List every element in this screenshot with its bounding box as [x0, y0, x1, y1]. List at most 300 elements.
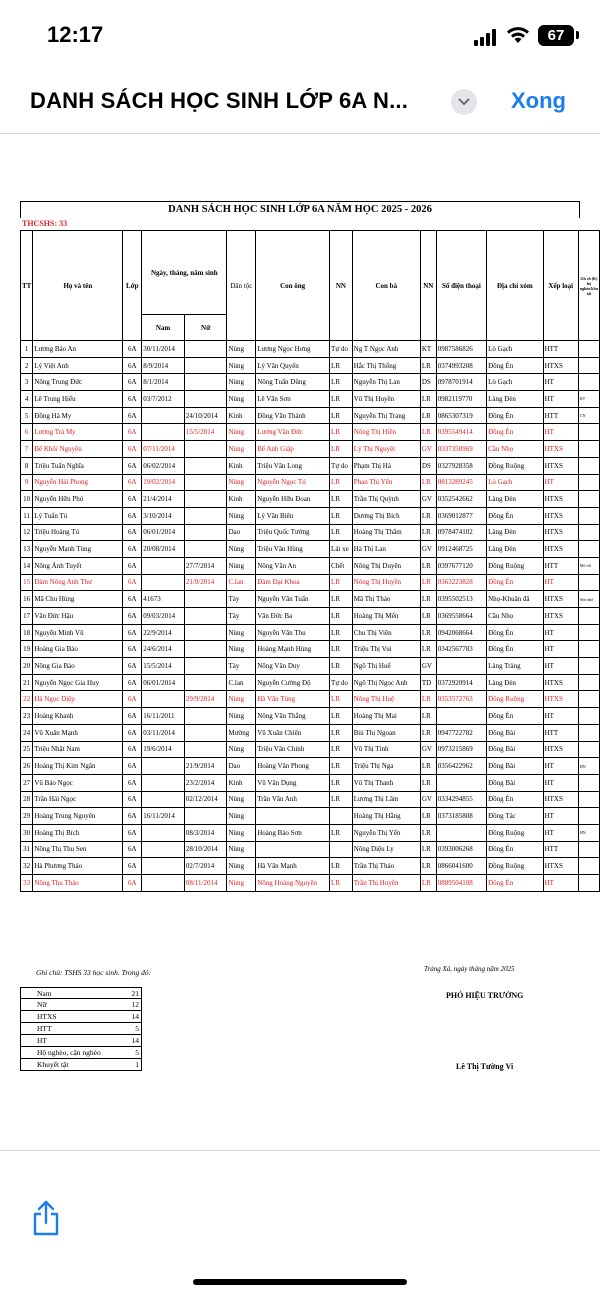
cell-cls: 6A: [123, 808, 142, 825]
header-nn2: NN: [420, 231, 436, 341]
summary-row: [20, 1023, 142, 1035]
cell-father: Lý Văn Quyến: [256, 357, 330, 374]
table-row: [21, 524, 600, 541]
cell-female: [184, 541, 227, 558]
cell-addr: Lò Gạch: [487, 474, 543, 491]
cell-extra: Mồ côi: [578, 557, 599, 574]
cell-female: [184, 507, 227, 524]
cell-name: Lê Trung Hiếu: [33, 391, 123, 408]
cell-extra: HN: [578, 824, 599, 841]
cell-nn1: [330, 808, 353, 825]
sheet-title: DANH SÁCH HỌC SINH LỚP 6A NĂM HỌC 2025 - 2026: [20, 201, 580, 218]
cell-father: Nông Hoàng Nguyên: [256, 875, 330, 892]
cell-name: Triệu Nhật Nam: [33, 741, 123, 758]
cell-extra: [578, 524, 599, 541]
cell-nn2: LR: [420, 708, 436, 725]
cell-tt: 3: [21, 374, 33, 391]
document-viewer[interactable]: [0, 135, 600, 1150]
cell-name: Hà Ngọc Diệp: [33, 691, 123, 708]
cell-tt: 28: [21, 791, 33, 808]
cell-mother: Hoàng Thị Thắm: [352, 524, 420, 541]
cell-name: Nguyễn Minh Vũ: [33, 624, 123, 641]
cell-phone: 0987586826: [436, 341, 486, 358]
cell-addr: Đồng Tác: [487, 808, 543, 825]
cell-father: Trần Văn Anh: [256, 791, 330, 808]
cell-extra: [578, 875, 599, 892]
header-name: Họ và tên: [33, 231, 123, 341]
table-row: [21, 691, 600, 708]
cell-name: Mã Chu Hùng: [33, 591, 123, 608]
cell-cls: 6A: [123, 424, 142, 441]
cell-phone: 0978474102: [436, 524, 486, 541]
cell-addr: Cầu Nhọ: [487, 441, 543, 458]
cell-mother: Vũ Thị Tình: [352, 741, 420, 758]
cell-nn1: LR: [330, 574, 353, 591]
cell-name: Triệu Tuấn Nghĩa: [33, 457, 123, 474]
cell-rank: HTXS: [543, 441, 578, 458]
table-row: [21, 591, 600, 608]
summary-label: HTXS: [37, 1012, 57, 1021]
cell-father: Đàm Đại Khoa: [256, 574, 330, 591]
cell-rank: HT: [543, 474, 578, 491]
cell-nn1: Lái xe: [330, 541, 353, 558]
cell-phone: 0374993208: [436, 357, 486, 374]
cell-mother: Lý Thị Nguyệt: [352, 441, 420, 458]
cell-tt: 5: [21, 407, 33, 424]
cell-nn2: DS: [420, 374, 436, 391]
cell-mother: Ng T Ngọc Anh: [352, 341, 420, 358]
cell-nn2: LR: [420, 841, 436, 858]
cell-cls: 6A: [123, 624, 142, 641]
cell-addr: Làng Đèn: [487, 674, 543, 691]
cell-female: 24/10/2014: [184, 407, 227, 424]
cell-nn1: LR: [330, 708, 353, 725]
cell-phone: 0337350969: [436, 441, 486, 458]
cell-rank: HT: [543, 574, 578, 591]
cell-nn2: LR: [420, 724, 436, 741]
place-date: Tràng Xá, ngày tháng năm 2025: [424, 965, 515, 973]
cell-father: Nông Văn Duy: [256, 658, 330, 675]
cell-mother: Nguyễn Thị Yến: [352, 824, 420, 841]
cell-name: Đồng Hà My: [33, 407, 123, 424]
cell-eth: Nùng: [227, 541, 256, 558]
cell-addr: Đồng Ruộng: [487, 691, 543, 708]
share-button[interactable]: [30, 1199, 62, 1237]
cell-addr: Đồng Ruộng: [487, 824, 543, 841]
cell-father: Hoàng Bảo Sơn: [256, 824, 330, 841]
cell-cls: 6A: [123, 724, 142, 741]
cell-rank: HT: [543, 808, 578, 825]
cell-rank: HT: [543, 641, 578, 658]
cell-name: Hoàng Trung Nguyên: [33, 808, 123, 825]
cell-female: 15/5/2014: [184, 424, 227, 441]
cell-phone: 0395549414: [436, 424, 486, 441]
cell-phone: 0363223828: [436, 574, 486, 591]
cell-eth: Kinh: [227, 407, 256, 424]
cell-eth: Kinh: [227, 774, 256, 791]
cell-phone: 0356422962: [436, 758, 486, 775]
cell-rank: HTXS: [543, 524, 578, 541]
cell-phone: 0973215869: [436, 741, 486, 758]
status-time: 12:17: [47, 22, 104, 47]
cell-father: Nguyễn Ngọc Tú: [256, 474, 330, 491]
cell-eth: Nùng: [227, 374, 256, 391]
cell-addr: Đồng Én: [487, 357, 543, 374]
wifi-icon: [506, 25, 530, 45]
cell-phone: [436, 658, 486, 675]
cell-rank: HTXS: [543, 674, 578, 691]
cell-cls: 6A: [123, 591, 142, 608]
cell-nn1: LR: [330, 758, 353, 775]
cell-eth: Dao: [227, 758, 256, 775]
cell-male: 41673: [142, 591, 185, 608]
cell-extra: [578, 608, 599, 625]
cell-nn1: LR: [330, 407, 353, 424]
summary-label: Khuyết tật: [37, 1060, 69, 1069]
cell-rank: HT: [543, 374, 578, 391]
cell-addr: Đồng Ruộng: [487, 457, 543, 474]
cell-tt: 13: [21, 541, 33, 558]
cell-mother: Nông Diệu Ly: [352, 841, 420, 858]
cellular-signal-icon: [474, 28, 500, 46]
cell-nn1: LR: [330, 658, 353, 675]
cell-phone: 0373185808: [436, 808, 486, 825]
cell-male: 19/6/2014: [142, 741, 185, 758]
cell-extra: [578, 774, 599, 791]
cell-nn2: KT: [420, 341, 436, 358]
cell-father: Nông Tuấn Dũng: [256, 374, 330, 391]
table-row: [21, 708, 600, 725]
table-row: [21, 491, 600, 508]
cell-mother: Nông Thị Huyền: [352, 574, 420, 591]
cell-nn1: LR: [330, 374, 353, 391]
cell-addr: Đồng Én: [487, 407, 543, 424]
cell-male: 3/10/2014: [142, 507, 185, 524]
cell-nn1: Tự do: [330, 457, 353, 474]
cell-cls: 6A: [123, 491, 142, 508]
cell-male: [142, 841, 185, 858]
cell-eth: Nùng: [227, 507, 256, 524]
cell-eth: Nùng: [227, 741, 256, 758]
cell-nn2: LR: [420, 691, 436, 708]
table-row: [21, 608, 600, 625]
cell-extra: [578, 674, 599, 691]
cell-father: Nguyễn Cường Độ: [256, 674, 330, 691]
cell-name: Vũ Bảo Ngọc: [33, 774, 123, 791]
cell-mother: Ngô Thị Ngọc Anh: [352, 674, 420, 691]
cell-nn2: DS: [420, 457, 436, 474]
table-row: [21, 424, 600, 441]
table-row: [21, 457, 600, 474]
cell-cls: 6A: [123, 708, 142, 725]
cell-female: [184, 341, 227, 358]
cell-father: Hà Văn Mạnh: [256, 858, 330, 875]
cell-addr: Lò Gạch: [487, 374, 543, 391]
cell-rank: HTXS: [543, 541, 578, 558]
cell-cls: 6A: [123, 691, 142, 708]
cell-father: Vũ Xuân Chiến: [256, 724, 330, 741]
cell-female: [184, 724, 227, 741]
cell-extra: Sốn nhờ: [578, 591, 599, 608]
cell-tt: 11: [21, 507, 33, 524]
cell-eth: Dao: [227, 524, 256, 541]
cell-male: [142, 858, 185, 875]
home-indicator[interactable]: [193, 1279, 407, 1285]
cell-rank: HTT: [543, 724, 578, 741]
cell-father: Nông Văn An: [256, 557, 330, 574]
cell-name: Vũ Xuân Mạnh: [33, 724, 123, 741]
header-father: Con ông: [256, 231, 330, 341]
cell-male: [142, 824, 185, 841]
cell-name: Lương Bảo An: [33, 341, 123, 358]
cell-nn1: LR: [330, 474, 353, 491]
cell-eth: C.lan: [227, 674, 256, 691]
cell-mother: Trần Thị Huyền: [352, 875, 420, 892]
cell-tt: 21: [21, 674, 33, 691]
cell-extra: [578, 624, 599, 641]
cell-tt: 19: [21, 641, 33, 658]
cell-nn2: LR: [420, 875, 436, 892]
bottom-toolbar: [0, 1150, 600, 1299]
cell-extra: CN: [578, 407, 599, 424]
cell-rank: HTXS: [543, 591, 578, 608]
cell-name: Đàm Nông Anh Thư: [33, 574, 123, 591]
cell-eth: Kinh: [227, 457, 256, 474]
cell-female: [184, 357, 227, 374]
cell-cls: 6A: [123, 341, 142, 358]
cell-nn2: LR: [420, 758, 436, 775]
cell-father: Triệu Văn Chinh: [256, 741, 330, 758]
done-button[interactable]: Xong: [511, 88, 566, 113]
cell-nn1: LR: [330, 591, 353, 608]
cell-rank: HT: [543, 758, 578, 775]
cell-rank: HTT: [543, 341, 578, 358]
cell-eth: Tày: [227, 591, 256, 608]
cell-tt: 33: [21, 875, 33, 892]
cell-rank: HTT: [543, 407, 578, 424]
cell-male: 30/11/2014: [142, 341, 185, 358]
cell-female: 21/9/2014: [184, 758, 227, 775]
cell-addr: Đồng Ruộng: [487, 858, 543, 875]
document-title: DANH SÁCH HỌC SINH LỚP 6A N...: [30, 88, 409, 113]
table-row: [21, 557, 600, 574]
cell-female: 29/9/2014: [184, 691, 227, 708]
cell-eth: Nùng: [227, 624, 256, 641]
cell-rank: HT: [543, 875, 578, 892]
header-male: Nam: [142, 315, 185, 341]
cell-cls: 6A: [123, 524, 142, 541]
cell-rank: HTXS: [543, 691, 578, 708]
cell-mother: Triệu Thị Vui: [352, 641, 420, 658]
title-menu-button[interactable]: [451, 89, 477, 115]
table-row: [21, 574, 600, 591]
cell-nn1: LR: [330, 724, 353, 741]
cell-nn2: LR: [420, 474, 436, 491]
cell-nn1: LR: [330, 875, 353, 892]
cell-extra: [578, 341, 599, 358]
cell-nn1: LR: [330, 858, 353, 875]
cell-extra: KT: [578, 391, 599, 408]
table-row: [21, 357, 600, 374]
cell-female: [184, 641, 227, 658]
cell-nn1: Chết: [330, 557, 353, 574]
cell-phone: 0327928358: [436, 457, 486, 474]
cell-tt: 8: [21, 457, 33, 474]
cell-male: [142, 774, 185, 791]
cell-father: [256, 841, 330, 858]
cell-addr: Đồng Bài: [487, 724, 543, 741]
cell-rank: HTT: [543, 557, 578, 574]
cell-name: Hoàng Thị Kim Ngân: [33, 758, 123, 775]
summary-value: 14: [131, 1036, 139, 1045]
cell-nn2: LR: [420, 524, 436, 541]
summary-value: 14: [131, 1012, 139, 1021]
cell-female: [184, 441, 227, 458]
summary-note: Ghi chú: TSHS 33 học sinh. Trong đó:: [36, 968, 152, 977]
cell-phone: 0865307319: [436, 407, 486, 424]
cell-rank: HTXS: [543, 741, 578, 758]
cell-cls: 6A: [123, 557, 142, 574]
cell-father: Nguyễn Văn Thu: [256, 624, 330, 641]
cell-tt: 32: [21, 858, 33, 875]
cell-cls: 6A: [123, 791, 142, 808]
table-row: [21, 541, 600, 558]
cell-name: Trần Hải Ngọc: [33, 791, 123, 808]
cell-male: [142, 791, 185, 808]
cell-addr: Đồng Én: [487, 875, 543, 892]
summary-label: Hộ nghèo, cận nghèo: [37, 1048, 101, 1057]
cell-father: Lương Ngọc Hưng: [256, 341, 330, 358]
cell-cls: 6A: [123, 574, 142, 591]
cell-name: Hoàng Thị Bích: [33, 824, 123, 841]
summary-row: [20, 1059, 142, 1071]
cell-cls: 6A: [123, 824, 142, 841]
cell-cls: 6A: [123, 658, 142, 675]
cell-nn1: LR: [330, 774, 353, 791]
summary-label: Nữ: [37, 1000, 47, 1009]
cell-father: Triệu Văn Long: [256, 457, 330, 474]
cell-addr: Đồng Ruộng: [487, 557, 543, 574]
cell-mother: Nông Thị Duyên: [352, 557, 420, 574]
table-row: [21, 624, 600, 641]
cell-eth: Tày: [227, 608, 256, 625]
cell-eth: Nùng: [227, 824, 256, 841]
cell-tt: 23: [21, 708, 33, 725]
cell-extra: [578, 658, 599, 675]
cell-name: Lý Tuấn Tú: [33, 507, 123, 524]
cell-nn1: Tự do: [330, 674, 353, 691]
cell-female: [184, 624, 227, 641]
cell-cls: 6A: [123, 474, 142, 491]
table-row: [21, 658, 600, 675]
cell-tt: 17: [21, 608, 33, 625]
cell-extra: [578, 741, 599, 758]
cell-female: [184, 608, 227, 625]
table-row: [21, 824, 600, 841]
cell-nn1: [330, 841, 353, 858]
cell-name: Triệu Hoàng Tú: [33, 524, 123, 541]
cell-mother: Hà Thị Lan: [352, 541, 420, 558]
cell-nn2: GV: [420, 491, 436, 508]
cell-mother: Vũ Thị Huyền: [352, 391, 420, 408]
cell-addr: Làng Đèn: [487, 524, 543, 541]
summary-row: [20, 999, 142, 1011]
cell-cls: 6A: [123, 758, 142, 775]
cell-phone: 0395502513: [436, 591, 486, 608]
cell-eth: Nùng: [227, 708, 256, 725]
summary-value: 5: [135, 1024, 139, 1033]
cell-nn1: LR: [330, 524, 353, 541]
cell-tt: 9: [21, 474, 33, 491]
cell-male: 21/4/2014: [142, 491, 185, 508]
cell-cls: 6A: [123, 641, 142, 658]
cell-male: 15/5/2014: [142, 658, 185, 675]
cell-male: 06/01/2014: [142, 674, 185, 691]
cell-tt: 29: [21, 808, 33, 825]
cell-mother: Chu Thị Viên: [352, 624, 420, 641]
student-table: [20, 230, 600, 892]
cell-mother: Phan Thị Yến: [352, 474, 420, 491]
cell-addr: Đồng Én: [487, 791, 543, 808]
cell-tt: 4: [21, 391, 33, 408]
cell-name: Vân Đức Hậu: [33, 608, 123, 625]
cell-female: [184, 658, 227, 675]
summary-row: [20, 1047, 142, 1059]
cell-cls: 6A: [123, 774, 142, 791]
cell-rank: HTXS: [543, 858, 578, 875]
cell-extra: [578, 841, 599, 858]
cell-eth: Nùng: [227, 474, 256, 491]
cell-name: Nông Thị Thu Sen: [33, 841, 123, 858]
table-row: [21, 474, 600, 491]
cell-male: 03/11/2014: [142, 724, 185, 741]
cell-name: Nguyễn Mạnh Tùng: [33, 541, 123, 558]
signature-title: PHÓ HIỆU TRƯỞNG: [446, 991, 524, 1000]
cell-male: [142, 407, 185, 424]
cell-name: Nông Thu Thảo: [33, 875, 123, 892]
cell-father: Lê Văn Sơn: [256, 391, 330, 408]
cell-extra: [578, 474, 599, 491]
cell-extra: [578, 491, 599, 508]
header-rank: Xếp loại: [543, 231, 578, 341]
cell-nn1: LR: [330, 641, 353, 658]
cell-rank: HTXS: [543, 491, 578, 508]
cell-eth: Nùng: [227, 641, 256, 658]
cell-addr: Làng Tràng: [487, 658, 543, 675]
cell-phone: 0393006268: [436, 841, 486, 858]
cell-nn2: GV: [420, 741, 436, 758]
cell-name: Lý Việt Anh: [33, 357, 123, 374]
table-row: [21, 641, 600, 658]
cell-name: Nông Ánh Tuyết: [33, 557, 123, 574]
cell-mother: Lương Thị Lâm: [352, 791, 420, 808]
cell-extra: [578, 791, 599, 808]
cell-cls: 6A: [123, 541, 142, 558]
cell-extra: [578, 357, 599, 374]
school-code: THCSHS: 33: [22, 219, 68, 228]
cell-female: 02/7/2014: [184, 858, 227, 875]
cell-mother: Nguyễn Thị Trang: [352, 407, 420, 424]
cell-extra: [578, 541, 599, 558]
cell-nn1: LR: [330, 507, 353, 524]
cell-phone: 0942068664: [436, 624, 486, 641]
share-icon: [30, 1199, 62, 1237]
cell-mother: Trần Thị Quỳnh: [352, 491, 420, 508]
cell-phone: 0334294855: [436, 791, 486, 808]
cell-mother: Hoàng Thị Mai: [352, 708, 420, 725]
cell-name: Bế Khôi Nguyên: [33, 441, 123, 458]
cell-nn1: LR: [330, 608, 353, 625]
